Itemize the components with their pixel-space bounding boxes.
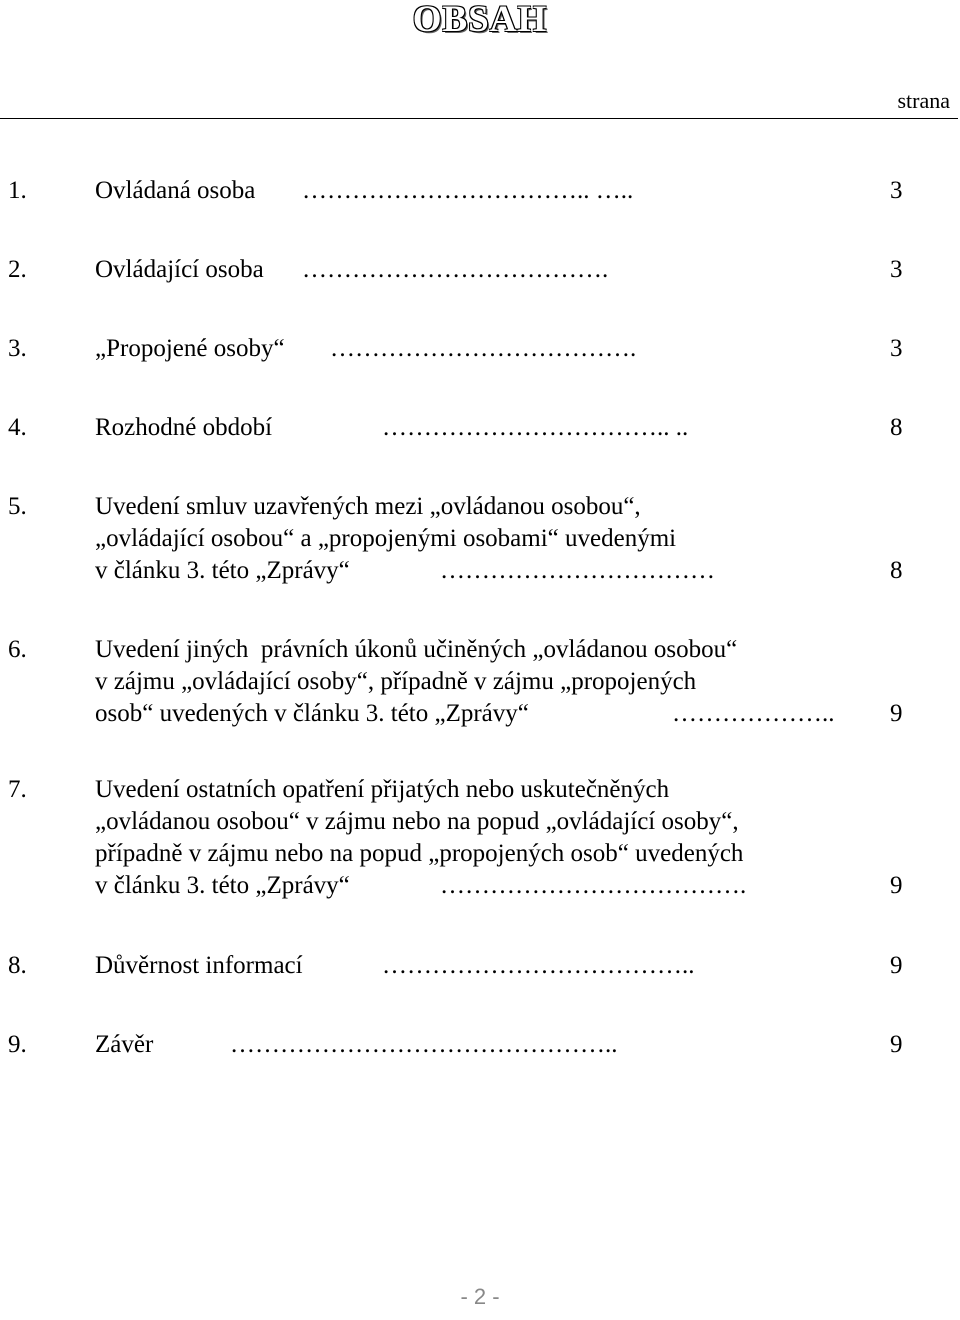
entry-title-line: osob“ uvedených v článku 3. této „Zprávy“	[95, 700, 529, 727]
entry-title-line: Uvedení smluv uzavřených mezi „ovládanou osobou“,	[95, 493, 641, 520]
entry-page-number: 9	[890, 700, 903, 727]
entry-title-line: „ovládající osobou“ a „propojenými osobami“ uvedenými	[95, 525, 677, 552]
entry-number: 2.	[8, 256, 27, 283]
entry-title-line: „ovládanou osobou“ v zájmu nebo na popud „ovládající osoby“,	[95, 808, 739, 835]
dot-leader: …………………………….. …..	[302, 177, 634, 204]
entry-title-line: Uvedení ostatních opatření přijatých nebo uskutečněných	[95, 776, 670, 803]
entry-title: Ovládající osoba	[95, 256, 264, 283]
entry-page-number: 3	[890, 256, 903, 283]
dot-leader: ………………..	[672, 700, 835, 727]
entry-title-line: v zájmu „ovládající osoby“, případně v zájmu „propojených	[95, 668, 697, 695]
entry-number: 5.	[8, 493, 27, 520]
entry-number: 1.	[8, 177, 27, 204]
entry-page-number: 9	[890, 952, 903, 979]
page-title: OBSAH	[412, 0, 548, 40]
entry-title: Rozhodné období	[95, 414, 273, 441]
header-divider	[0, 118, 958, 119]
entry-number: 8.	[8, 952, 27, 979]
dot-leader: ……………………………	[440, 557, 715, 584]
entry-title: „Propojené osoby“	[95, 335, 285, 362]
entry-page-number: 8	[890, 557, 903, 584]
dot-leader: ……………………………….	[440, 872, 747, 899]
entry-title-line: případně v zájmu nebo na popud „propojených osob“ uvedených	[95, 840, 744, 867]
dot-leader: ………………………………………..	[230, 1031, 618, 1058]
dot-leader: …………………………….. ..	[382, 414, 689, 441]
entry-title: Závěr	[95, 1031, 154, 1058]
entry-number: 7.	[8, 776, 27, 803]
dot-leader: ……………………………….	[330, 335, 637, 362]
entry-page-number: 9	[890, 1031, 903, 1058]
entry-title: Ovládaná osoba	[95, 177, 256, 204]
entry-title-line: v článku 3. této „Zprávy“	[95, 872, 350, 899]
entry-title-line: v článku 3. této „Zprávy“	[95, 557, 350, 584]
dot-leader: ……………………………….	[302, 256, 609, 283]
page-number-footer: - 2 -	[460, 1284, 500, 1309]
dot-leader: ………………………………..	[382, 952, 695, 979]
entry-page-number: 3	[890, 335, 903, 362]
entry-page-number: 3	[890, 177, 903, 204]
entry-number: 4.	[8, 414, 27, 441]
entry-title: Důvěrnost informací	[95, 952, 303, 979]
page-column-label: strana	[897, 88, 950, 113]
entry-title-line: Uvedení jiných právních úkonů učiněných „ovládanou osobou“	[95, 636, 738, 663]
entry-number: 6.	[8, 636, 27, 663]
entry-page-number: 8	[890, 414, 903, 441]
entry-page-number: 9	[890, 872, 903, 899]
entry-number: 9.	[8, 1031, 27, 1058]
entry-number: 3.	[8, 335, 27, 362]
